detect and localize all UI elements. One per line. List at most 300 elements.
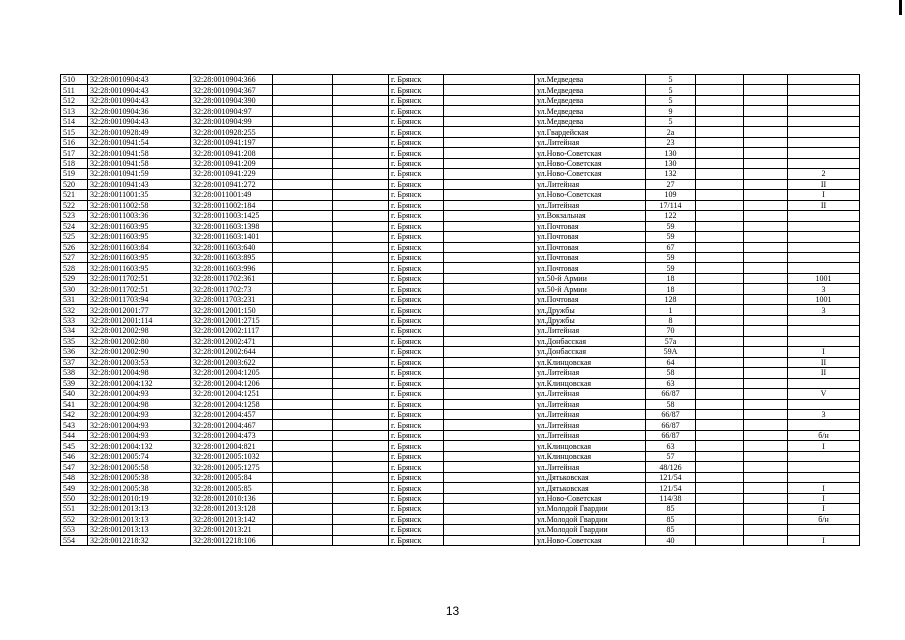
cell-blank-col-4 xyxy=(273,493,333,503)
cell-apartment xyxy=(788,95,860,105)
cell-blank-col-7 xyxy=(444,462,535,472)
cell-apartment: 2 xyxy=(788,169,860,179)
table-row xyxy=(61,116,860,126)
cell-object-number: 32:28:0012004:1205 xyxy=(191,368,273,378)
cell-blank-col-5 xyxy=(333,75,389,85)
cell-blank-col-7 xyxy=(444,451,535,461)
cell-parcel-number: 32:28:0012004:132 xyxy=(88,441,191,451)
cell-parcel-number: 32:28:0010941:54 xyxy=(88,137,191,147)
cell-blank-col-7 xyxy=(444,179,535,189)
cell-street: ул.Молодой Гвардии xyxy=(535,514,646,524)
cell-object-number: 32:28:0010904:366 xyxy=(191,75,273,85)
cell-object-number: 32:28:0010904:99 xyxy=(191,116,273,126)
cell-city: г. Брянск xyxy=(389,169,444,179)
cell-apartment: 1001 xyxy=(788,294,860,304)
cell-parcel-number: 32:28:0012013:13 xyxy=(88,514,191,524)
cell-blank-col-11 xyxy=(744,535,788,545)
cell-blank-col-11 xyxy=(744,158,788,168)
cell-row-number: 542 xyxy=(61,410,88,420)
cell-parcel-number: 32:28:0010941:43 xyxy=(88,179,191,189)
cell-blank-col-7 xyxy=(444,75,535,85)
cell-blank-col-4 xyxy=(273,420,333,430)
cell-row-number: 535 xyxy=(61,336,88,346)
cell-city: г. Брянск xyxy=(389,399,444,409)
cell-object-number: 32:28:0010928:255 xyxy=(191,127,273,137)
cell-parcel-number: 32:28:0012005:38 xyxy=(88,483,191,493)
cell-blank-col-5 xyxy=(333,451,389,461)
cell-blank-col-5 xyxy=(333,116,389,126)
table-row xyxy=(61,148,860,158)
cell-parcel-number: 32:28:0011702:51 xyxy=(88,273,191,283)
cell-street: ул.Литейная xyxy=(535,200,646,210)
cell-blank-col-11 xyxy=(744,347,788,357)
cell-apartment: II xyxy=(788,357,860,367)
cell-blank-col-11 xyxy=(744,420,788,430)
cell-blank-col-5 xyxy=(333,232,389,242)
cell-street: ул.Медведева xyxy=(535,106,646,116)
cell-apartment: I xyxy=(788,535,860,545)
cell-row-number: 531 xyxy=(61,294,88,304)
table-row xyxy=(61,158,860,168)
cell-city: г. Брянск xyxy=(389,357,444,367)
cell-city: г. Брянск xyxy=(389,179,444,189)
table-row xyxy=(61,169,860,179)
register-table xyxy=(60,74,860,546)
cell-house-number: 9 xyxy=(646,106,696,116)
cell-blank-col-7 xyxy=(444,430,535,440)
cell-blank-col-5 xyxy=(333,504,389,514)
cell-blank-col-11 xyxy=(744,504,788,514)
register-body xyxy=(61,75,860,546)
cell-blank-col-4 xyxy=(273,378,333,388)
cell-blank-col-10 xyxy=(696,315,744,325)
cell-apartment xyxy=(788,399,860,409)
cell-blank-col-4 xyxy=(273,483,333,493)
cell-street: ул.Почтовая xyxy=(535,263,646,273)
cell-blank-col-10 xyxy=(696,535,744,545)
cell-apartment xyxy=(788,378,860,388)
cell-blank-col-11 xyxy=(744,430,788,440)
cell-object-number: 32:28:0012004:457 xyxy=(191,410,273,420)
table-row xyxy=(61,410,860,420)
cell-blank-col-11 xyxy=(744,127,788,137)
cell-blank-col-4 xyxy=(273,273,333,283)
cell-blank-col-10 xyxy=(696,106,744,116)
cell-blank-col-11 xyxy=(744,273,788,283)
cell-parcel-number: 32:28:0012013:13 xyxy=(88,525,191,535)
cell-blank-col-10 xyxy=(696,284,744,294)
cell-blank-col-5 xyxy=(333,462,389,472)
cell-row-number: 548 xyxy=(61,472,88,482)
table-row xyxy=(61,451,860,461)
cell-row-number: 519 xyxy=(61,169,88,179)
cell-blank-col-4 xyxy=(273,451,333,461)
cell-parcel-number: 32:28:0012004:98 xyxy=(88,368,191,378)
cell-parcel-number: 32:28:0011702:51 xyxy=(88,284,191,294)
table-row xyxy=(61,190,860,200)
cell-city: г. Брянск xyxy=(389,525,444,535)
cell-blank-col-10 xyxy=(696,326,744,336)
cell-blank-col-7 xyxy=(444,148,535,158)
cell-parcel-number: 32:28:0012001:77 xyxy=(88,305,191,315)
cell-apartment xyxy=(788,211,860,221)
cell-object-number: 32:28:0012005:85 xyxy=(191,483,273,493)
table-row xyxy=(61,525,860,535)
cell-blank-col-4 xyxy=(273,326,333,336)
cell-row-number: 515 xyxy=(61,127,88,137)
cell-apartment xyxy=(788,137,860,147)
cell-blank-col-11 xyxy=(744,441,788,451)
cell-blank-col-11 xyxy=(744,284,788,294)
cell-blank-col-4 xyxy=(273,441,333,451)
cell-blank-col-10 xyxy=(696,263,744,273)
cell-house-number: 130 xyxy=(646,148,696,158)
cell-blank-col-10 xyxy=(696,95,744,105)
cell-apartment xyxy=(788,326,860,336)
cell-blank-col-10 xyxy=(696,242,744,252)
cell-blank-col-11 xyxy=(744,242,788,252)
cell-house-number: 122 xyxy=(646,211,696,221)
cell-apartment: V xyxy=(788,389,860,399)
table-row xyxy=(61,493,860,503)
cell-street: ул.Литейная xyxy=(535,399,646,409)
cell-blank-col-11 xyxy=(744,472,788,482)
cell-blank-col-5 xyxy=(333,493,389,503)
cell-house-number: 70 xyxy=(646,326,696,336)
cell-house-number: 48/126 xyxy=(646,462,696,472)
table-row xyxy=(61,106,860,116)
cell-street: ул.Вокзальная xyxy=(535,211,646,221)
cell-blank-col-4 xyxy=(273,430,333,440)
cell-street: ул.Литейная xyxy=(535,410,646,420)
cell-apartment xyxy=(788,315,860,325)
cell-row-number: 529 xyxy=(61,273,88,283)
cell-blank-col-5 xyxy=(333,169,389,179)
cell-city: г. Брянск xyxy=(389,95,444,105)
cell-house-number: 66/87 xyxy=(646,430,696,440)
cell-blank-col-10 xyxy=(696,441,744,451)
cell-object-number: 32:28:0011703:231 xyxy=(191,294,273,304)
cell-apartment xyxy=(788,232,860,242)
cell-street: ул.Почтовая xyxy=(535,242,646,252)
cell-street: ул.Клинцовская xyxy=(535,441,646,451)
cell-blank-col-5 xyxy=(333,420,389,430)
cell-blank-col-10 xyxy=(696,137,744,147)
cell-blank-col-7 xyxy=(444,483,535,493)
cell-parcel-number: 32:28:0012010:19 xyxy=(88,493,191,503)
table-row xyxy=(61,389,860,399)
table-row xyxy=(61,211,860,221)
cell-apartment: б/н xyxy=(788,514,860,524)
cell-object-number: 32:28:0012005:84 xyxy=(191,472,273,482)
cell-blank-col-10 xyxy=(696,294,744,304)
cell-blank-col-5 xyxy=(333,263,389,273)
cell-apartment: II xyxy=(788,200,860,210)
cell-row-number: 544 xyxy=(61,430,88,440)
cell-object-number: 32:28:0011603:895 xyxy=(191,252,273,262)
cell-street: ул.Медведева xyxy=(535,75,646,85)
cell-row-number: 538 xyxy=(61,368,88,378)
cell-blank-col-5 xyxy=(333,95,389,105)
cell-house-number: 5 xyxy=(646,95,696,105)
cell-blank-col-5 xyxy=(333,378,389,388)
cell-apartment: I xyxy=(788,504,860,514)
cell-apartment: II xyxy=(788,179,860,189)
table-row xyxy=(61,294,860,304)
cell-row-number: 552 xyxy=(61,514,88,524)
cell-parcel-number: 32:28:0011002:58 xyxy=(88,200,191,210)
table-row xyxy=(61,472,860,482)
cell-house-number: 85 xyxy=(646,525,696,535)
cell-object-number: 32:28:0012004:821 xyxy=(191,441,273,451)
cell-blank-col-11 xyxy=(744,252,788,262)
cell-parcel-number: 32:28:0010941:58 xyxy=(88,158,191,168)
cell-blank-col-11 xyxy=(744,451,788,461)
cell-blank-col-10 xyxy=(696,232,744,242)
cell-street: ул.Литейная xyxy=(535,326,646,336)
table-row xyxy=(61,336,860,346)
cell-apartment: II xyxy=(788,368,860,378)
cell-blank-col-7 xyxy=(444,326,535,336)
cell-blank-col-4 xyxy=(273,116,333,126)
cell-street: ул.Медведева xyxy=(535,85,646,95)
cell-row-number: 540 xyxy=(61,389,88,399)
table-row xyxy=(61,430,860,440)
cell-house-number: 57 xyxy=(646,451,696,461)
cell-blank-col-4 xyxy=(273,462,333,472)
cell-city: г. Брянск xyxy=(389,232,444,242)
cell-house-number: 18 xyxy=(646,284,696,294)
cell-blank-col-7 xyxy=(444,200,535,210)
cell-object-number: 32:28:0011702:73 xyxy=(191,284,273,294)
cell-object-number: 32:28:0012005:1032 xyxy=(191,451,273,461)
cell-house-number: 128 xyxy=(646,294,696,304)
cell-house-number: 114/38 xyxy=(646,493,696,503)
cell-apartment xyxy=(788,252,860,262)
cell-parcel-number: 32:28:0011603:95 xyxy=(88,221,191,231)
cell-city: г. Брянск xyxy=(389,252,444,262)
table-row xyxy=(61,263,860,273)
cell-apartment: 3 xyxy=(788,410,860,420)
cell-house-number: 2а xyxy=(646,127,696,137)
cell-object-number: 32:28:0011603:640 xyxy=(191,242,273,252)
table-row xyxy=(61,378,860,388)
cell-blank-col-5 xyxy=(333,472,389,482)
cell-blank-col-7 xyxy=(444,315,535,325)
cell-blank-col-5 xyxy=(333,294,389,304)
table-row xyxy=(61,357,860,367)
cell-city: г. Брянск xyxy=(389,273,444,283)
cell-blank-col-5 xyxy=(333,273,389,283)
cell-blank-col-11 xyxy=(744,493,788,503)
cell-parcel-number: 32:28:0012005:74 xyxy=(88,451,191,461)
table-row xyxy=(61,252,860,262)
cell-blank-col-5 xyxy=(333,200,389,210)
table-row xyxy=(61,137,860,147)
cell-blank-col-4 xyxy=(273,179,333,189)
cell-blank-col-10 xyxy=(696,514,744,524)
cell-street: ул.Литейная xyxy=(535,179,646,189)
cell-blank-col-4 xyxy=(273,368,333,378)
cell-blank-col-5 xyxy=(333,389,389,399)
cell-parcel-number: 32:28:0010904:43 xyxy=(88,116,191,126)
cell-row-number: 518 xyxy=(61,158,88,168)
cell-row-number: 524 xyxy=(61,221,88,231)
cell-house-number: 27 xyxy=(646,179,696,189)
cell-blank-col-4 xyxy=(273,158,333,168)
cell-blank-col-10 xyxy=(696,116,744,126)
cell-parcel-number: 32:28:0012005:38 xyxy=(88,472,191,482)
cell-blank-col-11 xyxy=(744,378,788,388)
cell-blank-col-10 xyxy=(696,148,744,158)
cell-row-number: 537 xyxy=(61,357,88,367)
cell-house-number: 121/54 xyxy=(646,472,696,482)
cell-house-number: 59 xyxy=(646,263,696,273)
cell-house-number: 130 xyxy=(646,158,696,168)
cell-object-number: 32:28:0012002:471 xyxy=(191,336,273,346)
cell-blank-col-7 xyxy=(444,252,535,262)
table-row xyxy=(61,441,860,451)
cell-blank-col-5 xyxy=(333,326,389,336)
cell-blank-col-7 xyxy=(444,95,535,105)
cell-blank-col-11 xyxy=(744,106,788,116)
cell-blank-col-10 xyxy=(696,504,744,514)
cell-blank-col-4 xyxy=(273,294,333,304)
cell-object-number: 32:28:0010941:197 xyxy=(191,137,273,147)
cell-parcel-number: 32:28:0012004:98 xyxy=(88,399,191,409)
cell-blank-col-4 xyxy=(273,232,333,242)
cell-apartment xyxy=(788,263,860,273)
cell-blank-col-10 xyxy=(696,483,744,493)
cell-street: ул.Донбасская xyxy=(535,336,646,346)
cell-blank-col-7 xyxy=(444,242,535,252)
cell-row-number: 553 xyxy=(61,525,88,535)
cell-object-number: 32:28:0012013:21 xyxy=(191,525,273,535)
cell-blank-col-10 xyxy=(696,190,744,200)
cell-house-number: 109 xyxy=(646,190,696,200)
cell-blank-col-5 xyxy=(333,252,389,262)
cell-blank-col-5 xyxy=(333,221,389,231)
cell-house-number: 64 xyxy=(646,357,696,367)
cell-blank-col-11 xyxy=(744,263,788,273)
cell-row-number: 521 xyxy=(61,190,88,200)
table-row xyxy=(61,462,860,472)
table-row xyxy=(61,368,860,378)
cell-blank-col-10 xyxy=(696,158,744,168)
cell-city: г. Брянск xyxy=(389,347,444,357)
cell-row-number: 554 xyxy=(61,535,88,545)
cell-parcel-number: 32:28:0011603:95 xyxy=(88,232,191,242)
cell-parcel-number: 32:28:0012003:53 xyxy=(88,357,191,367)
cell-blank-col-10 xyxy=(696,493,744,503)
cell-apartment xyxy=(788,525,860,535)
cell-city: г. Брянск xyxy=(389,200,444,210)
cell-city: г. Брянск xyxy=(389,305,444,315)
cell-blank-col-10 xyxy=(696,420,744,430)
cell-blank-col-5 xyxy=(333,368,389,378)
cell-blank-col-4 xyxy=(273,190,333,200)
cell-city: г. Брянск xyxy=(389,368,444,378)
cell-blank-col-7 xyxy=(444,368,535,378)
cell-object-number: 32:28:0012004:1258 xyxy=(191,399,273,409)
cell-blank-col-5 xyxy=(333,127,389,137)
cell-parcel-number: 32:28:0012005:58 xyxy=(88,462,191,472)
cell-parcel-number: 32:28:0011003:36 xyxy=(88,211,191,221)
cell-object-number: 32:28:0011003:1425 xyxy=(191,211,273,221)
table-row xyxy=(61,504,860,514)
cell-blank-col-10 xyxy=(696,389,744,399)
cell-blank-col-7 xyxy=(444,158,535,168)
cell-object-number: 32:28:0011002:184 xyxy=(191,200,273,210)
cell-row-number: 523 xyxy=(61,211,88,221)
cell-object-number: 32:28:0012013:128 xyxy=(191,504,273,514)
cell-object-number: 32:28:0012218:106 xyxy=(191,535,273,545)
cell-blank-col-5 xyxy=(333,399,389,409)
cell-blank-col-11 xyxy=(744,221,788,231)
cell-blank-col-4 xyxy=(273,305,333,315)
cell-blank-col-11 xyxy=(744,525,788,535)
cell-object-number: 32:28:0010904:390 xyxy=(191,95,273,105)
cell-city: г. Брянск xyxy=(389,451,444,461)
cell-blank-col-10 xyxy=(696,451,744,461)
cell-blank-col-7 xyxy=(444,221,535,231)
cell-house-number: 8 xyxy=(646,315,696,325)
cell-city: г. Брянск xyxy=(389,504,444,514)
cell-house-number: 5 xyxy=(646,116,696,126)
cell-street: ул.Ново-Советская xyxy=(535,169,646,179)
cell-blank-col-4 xyxy=(273,472,333,482)
cell-blank-col-4 xyxy=(273,169,333,179)
cell-blank-col-7 xyxy=(444,472,535,482)
cell-house-number: 5 xyxy=(646,75,696,85)
cell-parcel-number: 32:28:0012002:98 xyxy=(88,326,191,336)
cell-blank-col-4 xyxy=(273,85,333,95)
cell-street: ул.Ново-Советская xyxy=(535,158,646,168)
cell-row-number: 511 xyxy=(61,85,88,95)
cell-blank-col-11 xyxy=(744,75,788,85)
cell-street: ул.Литейная xyxy=(535,389,646,399)
cell-city: г. Брянск xyxy=(389,483,444,493)
cell-blank-col-4 xyxy=(273,284,333,294)
cell-blank-col-11 xyxy=(744,399,788,409)
cell-blank-col-4 xyxy=(273,357,333,367)
cell-object-number: 32:28:0012001:2715 xyxy=(191,315,273,325)
cell-blank-col-7 xyxy=(444,127,535,137)
cell-house-number: 66/87 xyxy=(646,410,696,420)
cell-city: г. Брянск xyxy=(389,493,444,503)
cell-object-number: 32:28:0012004:1206 xyxy=(191,378,273,388)
cell-house-number: 58 xyxy=(646,399,696,409)
cell-object-number: 32:28:0012013:142 xyxy=(191,514,273,524)
cell-blank-col-10 xyxy=(696,357,744,367)
cell-blank-col-7 xyxy=(444,514,535,524)
cell-blank-col-4 xyxy=(273,514,333,524)
cell-parcel-number: 32:28:0012218:32 xyxy=(88,535,191,545)
cell-blank-col-7 xyxy=(444,399,535,409)
cell-apartment xyxy=(788,472,860,482)
cell-blank-col-7 xyxy=(444,504,535,514)
cell-blank-col-11 xyxy=(744,148,788,158)
cell-blank-col-4 xyxy=(273,211,333,221)
cell-blank-col-11 xyxy=(744,116,788,126)
cell-blank-col-4 xyxy=(273,137,333,147)
cell-object-number: 32:28:0011603:996 xyxy=(191,263,273,273)
cell-house-number: 63 xyxy=(646,378,696,388)
table-row xyxy=(61,326,860,336)
cell-row-number: 543 xyxy=(61,420,88,430)
table-row xyxy=(61,95,860,105)
cell-blank-col-7 xyxy=(444,493,535,503)
